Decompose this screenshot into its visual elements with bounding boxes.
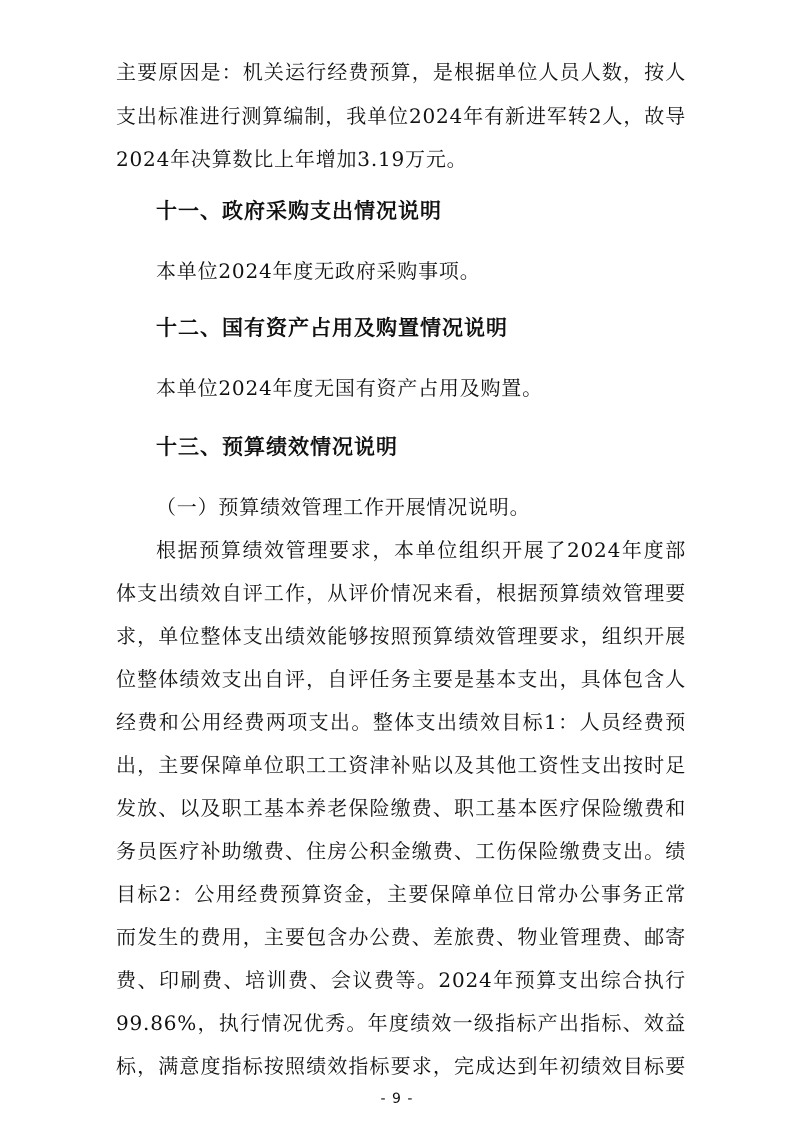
body-line: 经费和公用经费两项支出。整体支出绩效目标1：人员经费预 bbox=[116, 710, 686, 734]
paragraph-line: 支出标准进行测算编制，我单位2024年有新进军转2人，故导 bbox=[116, 104, 686, 128]
section-heading-12: 十二、国有资产占用及购置情况说明 bbox=[156, 316, 508, 340]
body-line: 目标2：公用经费预算资金，主要保障单位日常办公事务正常 bbox=[116, 882, 686, 906]
paragraph-line: 2024年决算数比上年增加3.19万元。 bbox=[116, 147, 468, 171]
body-line: 体支出绩效自评工作，从评价情况来看，根据预算绩效管理要 bbox=[116, 581, 686, 605]
page-number: - 9 - bbox=[380, 1091, 414, 1107]
section-text-11: 本单位2024年度无政府采购事项。 bbox=[156, 259, 481, 283]
section-heading-13: 十三、预算绩效情况说明 bbox=[156, 435, 398, 459]
body-line: 出，主要保障单位职工工资津补贴以及其他工资性支出按时足 bbox=[116, 753, 686, 777]
body-line: 发放、以及职工基本养老保险缴费、职工基本医疗保险缴费和 bbox=[116, 796, 686, 820]
section-heading-11: 十一、政府采购支出情况说明 bbox=[156, 199, 442, 223]
section-text-12: 本单位2024年度无国有资产占用及购置。 bbox=[156, 376, 543, 400]
subsection-heading: （一）预算绩效管理工作开展情况说明。 bbox=[156, 495, 531, 519]
paragraph-line: 主要原因是：机关运行经费预算，是根据单位人员人数，按人 bbox=[116, 60, 686, 84]
body-line: 99.86%，执行情况优秀。年度绩效一级指标产出指标、效益 bbox=[116, 1011, 686, 1035]
body-line: 费、印刷费、培训费、会议费等。2024年预算支出综合执行 bbox=[116, 968, 686, 992]
body-line: 求，单位整体支出绩效能够按照预算绩效管理要求，组织开展 bbox=[116, 624, 686, 648]
body-line: 而发生的费用，主要包含办公费、差旅费、物业管理费、邮寄 bbox=[116, 925, 686, 949]
body-line: 务员医疗补助缴费、住房公积金缴费、工伤保险缴费支出。绩 bbox=[116, 839, 686, 863]
body-line: 位整体绩效支出自评，自评任务主要是基本支出，具体包含人 bbox=[116, 667, 686, 691]
body-line: 标，满意度指标按照绩效指标要求，完成达到年初绩效目标要 bbox=[116, 1054, 686, 1078]
body-line: 根据预算绩效管理要求，本单位组织开展了2024年度部 bbox=[156, 538, 686, 562]
